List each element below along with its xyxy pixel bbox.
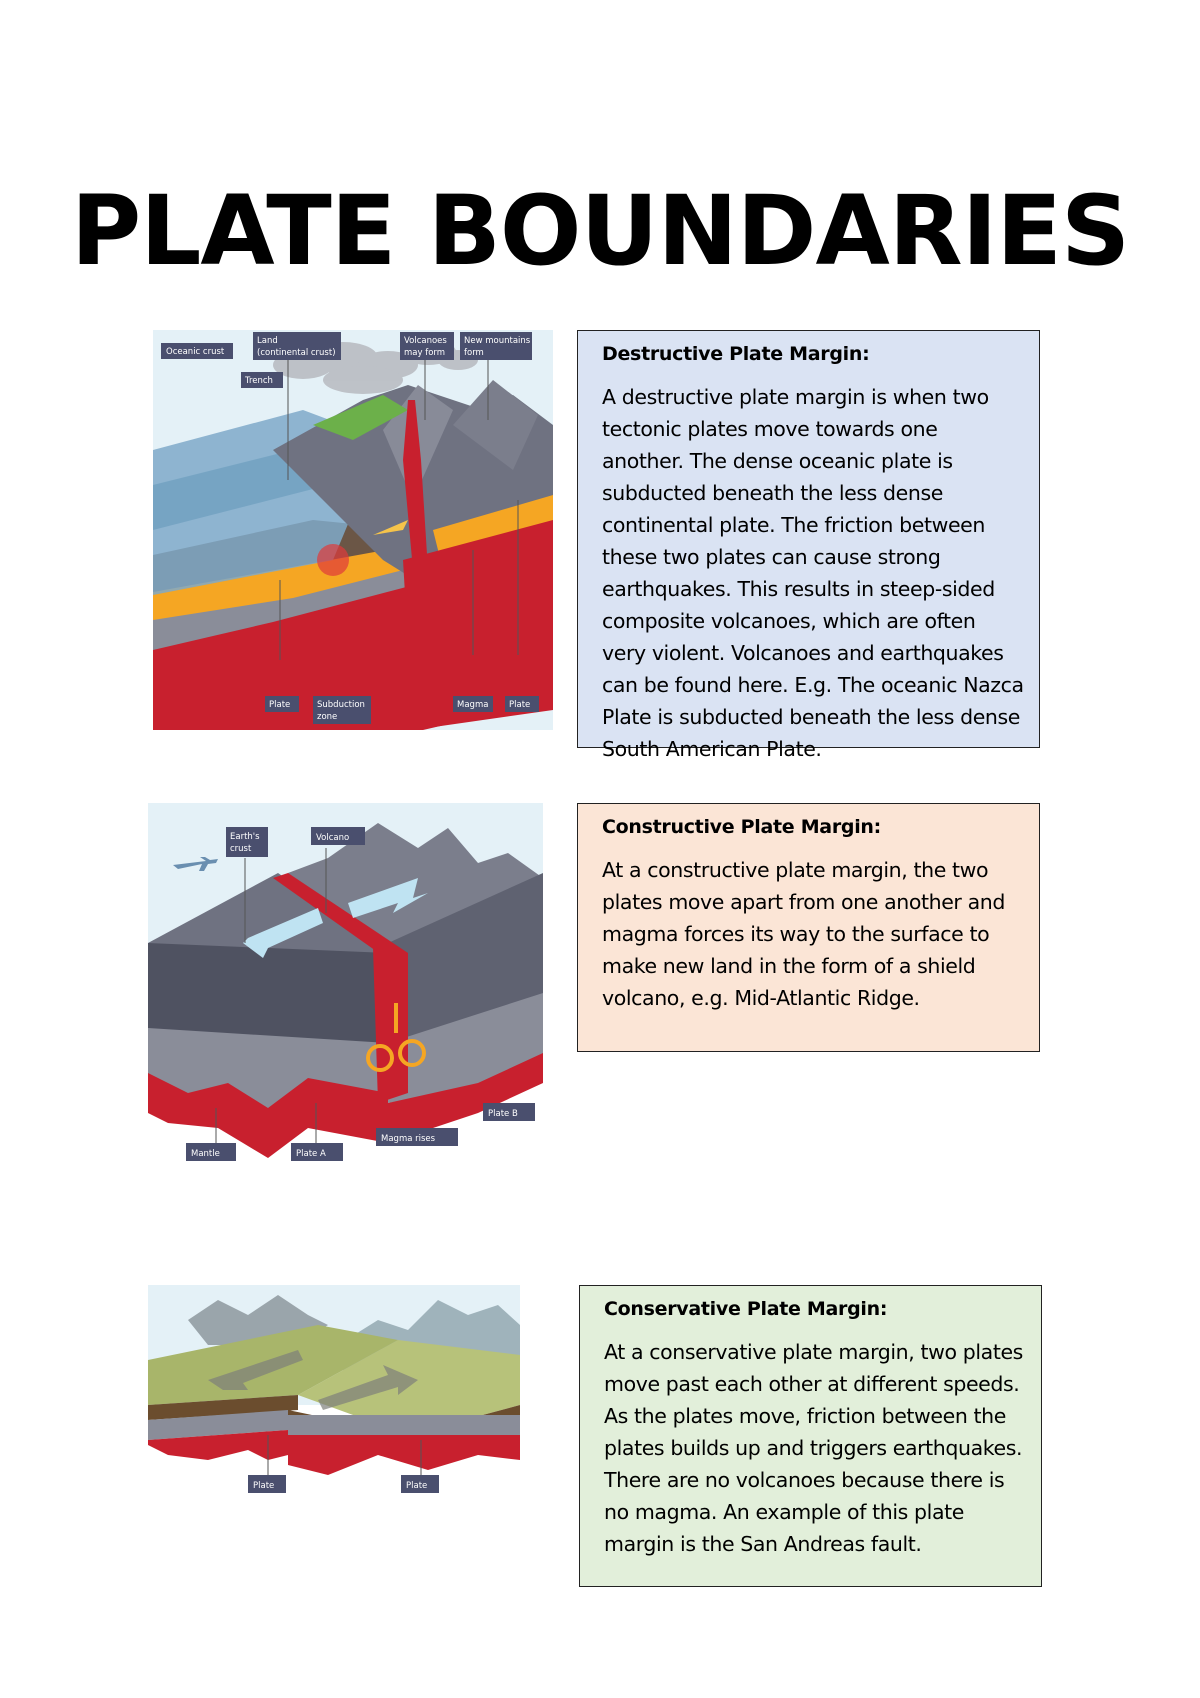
svg-text:Magma rises: Magma rises [381,1134,436,1144]
svg-text:Plate B: Plate B [488,1109,518,1119]
conservative-text-box [579,1285,1042,1587]
destructive-body: A destructive plate margin is when two tectonic plates move towards one another. The dense oceanic plate is subducted beneath the less dense continental plate. The friction between these two plates can cause strong earthquakes. This results in steep-sided composite volcanoes, which are often very violent. Volcanoes and earthquakes can be found here. E.g. The oceanic Nazca Plate is subducted beneath the less dense South American Plate. [602,385,1024,761]
label-volcanoes [400,332,454,360]
svg-text:Magma: Magma [457,700,489,710]
conservative-diagram [148,1285,520,1510]
destructive-heading: Destructive Plate Margin: [602,343,870,365]
svg-text:Land: Land [257,336,278,346]
label-subduction-zone [313,696,371,724]
svg-text:Volcano: Volcano [316,833,350,843]
label-land [253,332,341,360]
svg-text:Subduction: Subduction [317,700,365,710]
label-magma [453,696,493,712]
conservative-heading: Conservative Plate Margin: [604,1298,888,1320]
destructive-diagram [153,330,553,730]
svg-text:form: form [464,348,484,358]
label-plate-right [505,696,539,712]
svg-text:Trench: Trench [245,376,273,386]
label-trench [241,372,283,388]
label-earths-crust [226,827,268,857]
svg-text:Plate: Plate [253,1481,275,1491]
constructive-text-box [577,803,1040,1052]
svg-text:Volcanoes: Volcanoes [404,336,447,346]
constructive-heading: Constructive Plate Margin: [602,816,881,838]
page-title: PLATE BOUNDARIES [70,175,1130,287]
label-mantle [186,1143,236,1161]
svg-text:Plate: Plate [269,700,291,710]
svg-text:Plate: Plate [406,1481,428,1491]
label-plate-left [248,1475,286,1493]
destructive-text-box [577,330,1040,761]
svg-text:Plate: Plate [509,700,531,710]
svg-text:(continental crust): (continental crust) [257,348,336,358]
label-volcano [311,827,365,845]
label-plate-a [291,1143,343,1161]
label-plate-right [401,1475,439,1493]
svg-text:Earth's: Earth's [230,832,260,842]
svg-text:New mountains: New mountains [464,336,531,346]
svg-text:crust: crust [230,844,252,854]
constructive-body: At a constructive plate margin, the two plates move apart from one another and magma forces its way to the surface to make new land in the form of a shield volcano, e.g. Mid-Atlantic Ridge. [602,858,1005,1010]
svg-text:Plate A: Plate A [296,1149,326,1159]
label-magma-rises [376,1128,458,1146]
svg-text:zone: zone [317,712,338,722]
conservative-body: At a conservative plate margin, two plates move past each other at different speeds. As the plates move, friction between the plates builds up and triggers earthquakes. There are no volcanoes because there is no magma. An example of this plate margin is the San Andreas fault. [604,1340,1023,1556]
label-oceanic-crust [161,343,233,359]
constructive-diagram [148,803,543,1163]
label-plate-b [483,1103,535,1121]
svg-text:may form: may form [404,348,446,358]
svg-text:Oceanic crust: Oceanic crust [166,347,225,357]
label-new-mountains [460,332,532,360]
label-plate-left [265,696,299,712]
svg-text:Mantle: Mantle [191,1149,220,1159]
